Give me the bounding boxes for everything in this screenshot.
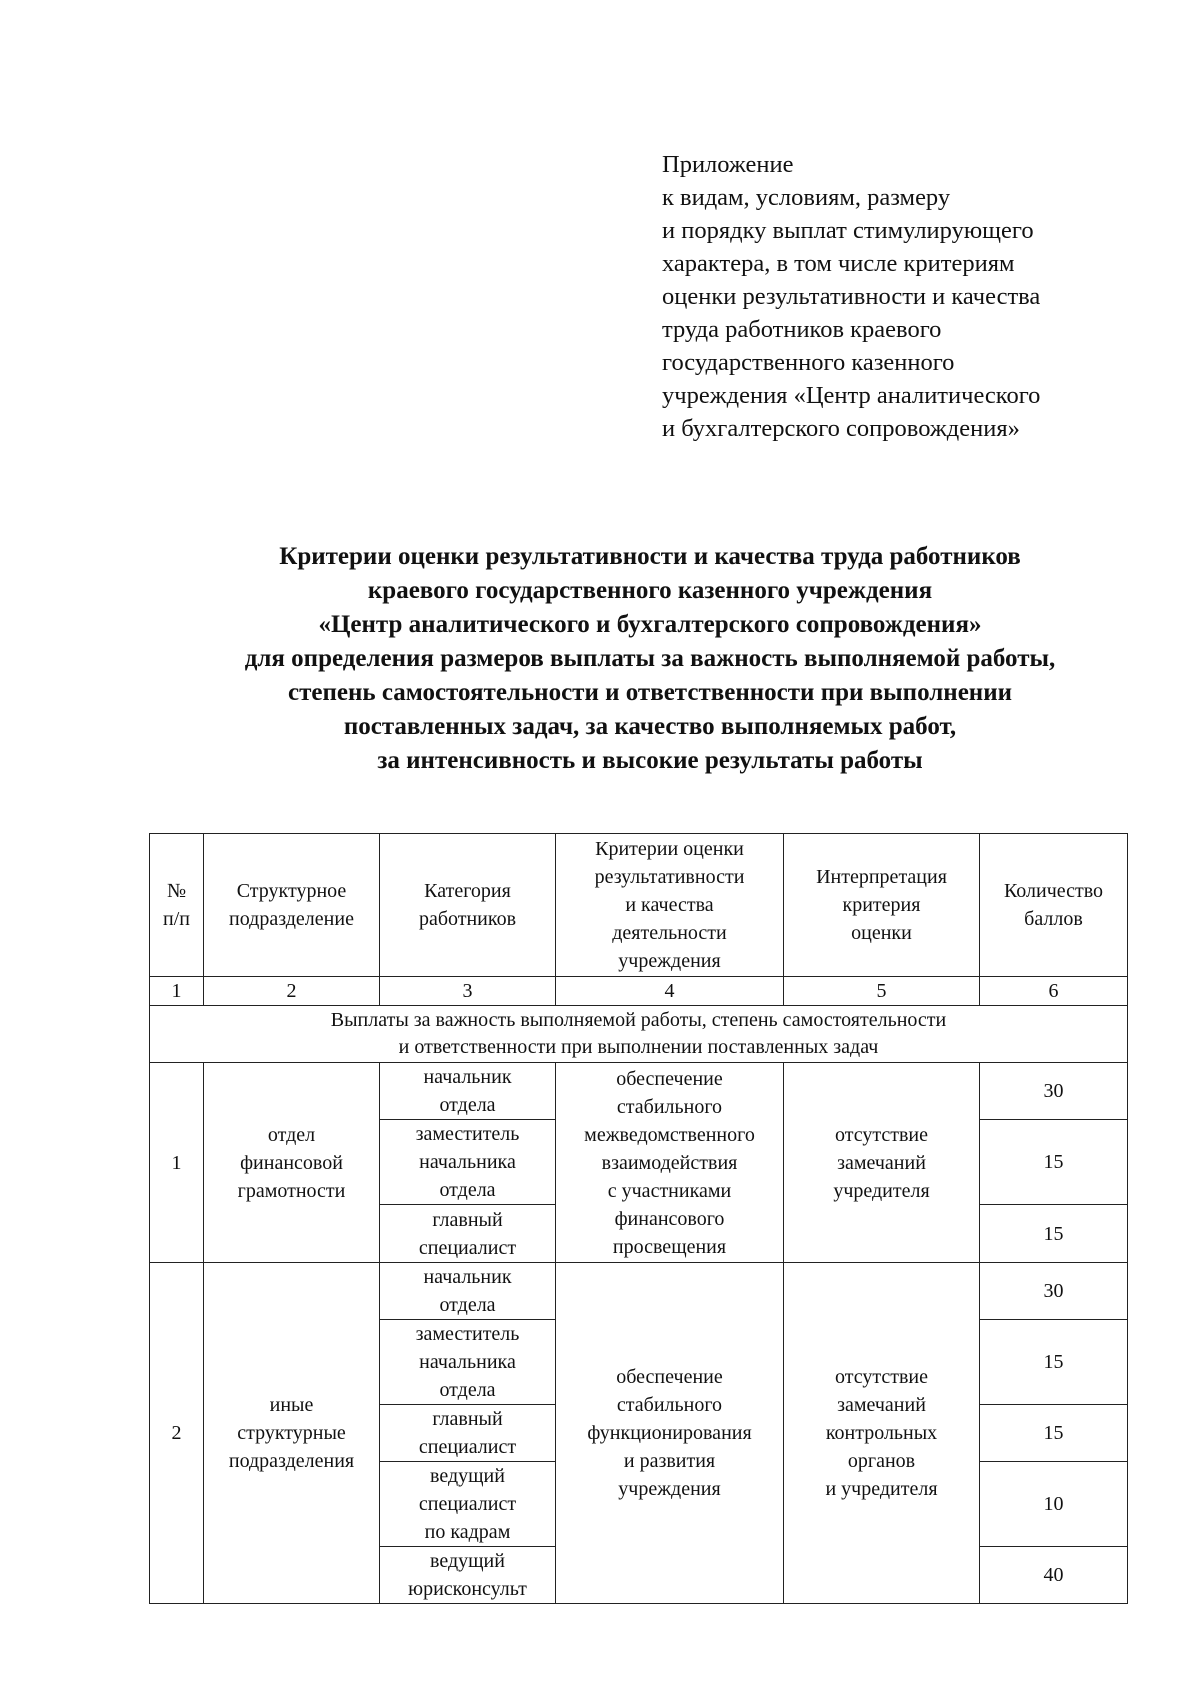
category-cell: главный специалист (380, 1205, 556, 1263)
points-cell: 15 (980, 1205, 1128, 1263)
title-line: степень самостоятельности и ответственности при выполнении (288, 679, 1012, 706)
title-line: за интенсивность и высокие результаты работы (377, 747, 923, 774)
category-cell: заместитель начальника отдела (380, 1120, 556, 1205)
category-cell: начальник отдела (380, 1063, 556, 1120)
section-row (150, 1006, 1128, 1063)
column-number: 1 (150, 977, 204, 1006)
appendix-line: труда работников краевого (662, 316, 942, 343)
appendix-line: Приложение (662, 151, 794, 178)
section-title: Выплаты за важность выполняемой работы, степень самостоятельности и ответственности при выполнении поставленных задач (150, 1006, 1128, 1063)
criteria-cell: обеспечение стабильного функционирования и развития учреждения (556, 1263, 784, 1604)
header-category: Категория работников (380, 834, 556, 977)
criteria-table (149, 833, 1128, 1604)
category-cell: начальник отдела (380, 1263, 556, 1320)
column-number: 4 (556, 977, 784, 1006)
points-cell: 40 (980, 1547, 1128, 1604)
table-row (150, 1063, 1128, 1120)
column-number: 5 (784, 977, 980, 1006)
appendix-line: учреждения «Центр аналитического (662, 382, 1041, 409)
criteria-cell: обеспечение стабильного межведомственного взаимодействия с участниками финансового просвещения (556, 1063, 784, 1263)
table-header-row (150, 834, 1128, 977)
unit-cell: отдел финансовой грамотности (204, 1063, 380, 1263)
appendix-line: оценки результативности и качества (662, 283, 1041, 310)
title-line: Критерии оценки результативности и качества труда работников (279, 543, 1021, 570)
header-criteria: Критерии оценки результативности и качества деятельности учреждения (556, 834, 784, 977)
header-points: Количество баллов (980, 834, 1128, 977)
category-cell: ведущий специалист по кадрам (380, 1462, 556, 1547)
title-line: поставленных задач, за качество выполняемых работ, (343, 713, 957, 740)
header-interpretation: Интерпретация критерия оценки (784, 834, 980, 977)
header-unit: Структурное подразделение (204, 834, 380, 977)
column-number: 2 (204, 977, 380, 1006)
category-cell: главный специалист (380, 1405, 556, 1462)
row-number: 1 (150, 1063, 204, 1263)
title-line: «Центр аналитического и бухгалтерского сопровождения» (318, 611, 982, 638)
points-cell: 15 (980, 1320, 1128, 1405)
column-number-row (150, 977, 1128, 1006)
interpretation-cell: отсутствие замечаний контрольных органов и учредителя (784, 1263, 980, 1604)
unit-cell: иные структурные подразделения (204, 1263, 380, 1604)
category-cell: ведущий юрисконсульт (380, 1547, 556, 1604)
points-cell: 30 (980, 1263, 1128, 1320)
interpretation-cell: отсутствие замечаний учредителя (784, 1063, 980, 1263)
column-number: 3 (380, 977, 556, 1006)
points-cell: 15 (980, 1120, 1128, 1205)
appendix-block (662, 148, 1162, 445)
points-cell: 10 (980, 1462, 1128, 1547)
category-cell: заместитель начальника отдела (380, 1320, 556, 1405)
appendix-line: и порядку выплат стимулирующего (662, 217, 1034, 244)
appendix-line: к видам, условиям, размеру (662, 184, 951, 211)
appendix-line: характера, в том числе критериям (662, 250, 1015, 277)
document-title (130, 540, 1170, 778)
title-line: краевого государственного казенного учреждения (367, 577, 933, 604)
points-cell: 30 (980, 1063, 1128, 1120)
title-line: для определения размеров выплаты за важность выполняемой работы, (244, 645, 1056, 672)
appendix-line: и бухгалтерского сопровождения» (662, 415, 1020, 442)
column-number: 6 (980, 977, 1128, 1006)
appendix-line: государственного казенного (662, 349, 955, 376)
header-num: № п/п (150, 834, 204, 977)
points-cell: 15 (980, 1405, 1128, 1462)
row-number: 2 (150, 1263, 204, 1604)
table-row (150, 1263, 1128, 1320)
